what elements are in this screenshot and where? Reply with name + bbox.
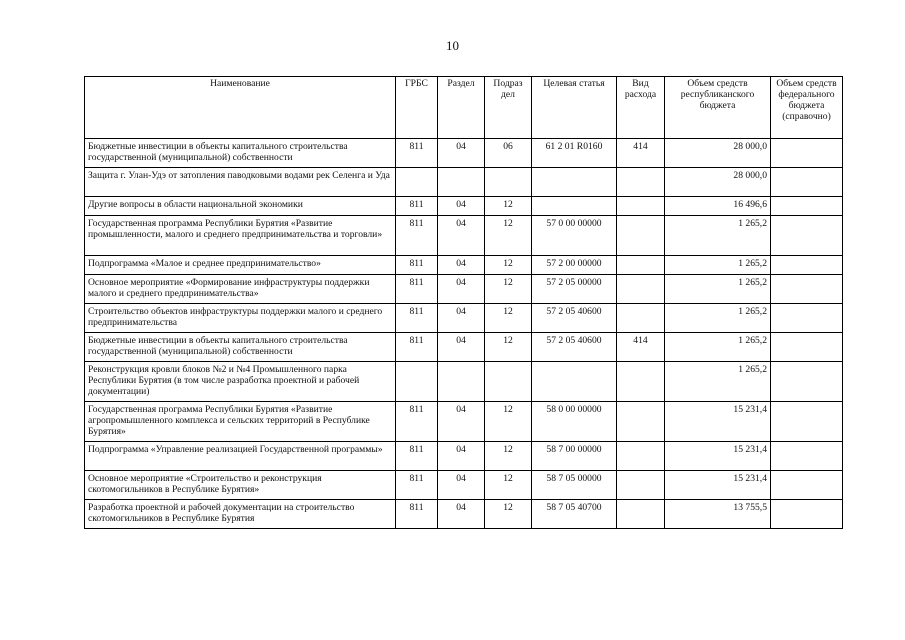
table-row [85,139,843,168]
cell-republic-budget: 15 231,4 [665,402,771,442]
cell-expense-type [617,304,665,333]
cell-podrazdel: 12 [485,402,532,442]
cell-razdel [438,362,485,402]
cell-name: Бюджетные инвестиции в объекты капитального строительства государственной (муниципальной) собственности [85,139,396,168]
cell-expense-type [617,168,665,197]
cell-name: Другие вопросы в области национальной экономики [85,197,396,216]
cell-target-article: 57 2 00 00000 [532,256,617,275]
header-expense-type: Вид расхода [617,77,665,139]
cell-republic-budget: 1 265,2 [665,362,771,402]
cell-name: Разработка проектной и рабочей документации на строительство скотомогильников в Республике Бурятия [85,500,396,529]
cell-federal-budget [771,442,843,471]
cell-target-article: 58 0 00 00000 [532,402,617,442]
cell-name: Основное мероприятие «Формирование инфраструктуры поддержки малого и среднего предпринимательства» [85,275,396,304]
cell-name: Защита г. Улан-Удэ от затопления паводковыми водами рек Селенга и Уда [85,168,396,197]
header-podrazdel: Подраз дел [485,77,532,139]
cell-federal-budget [771,197,843,216]
table-row [85,500,843,529]
cell-razdel: 04 [438,500,485,529]
cell-podrazdel [485,168,532,197]
cell-grbs: 811 [396,304,438,333]
cell-federal-budget [771,216,843,256]
cell-podrazdel: 12 [485,256,532,275]
header-federal-budget: Объем средств федерального бюджета (справочно) [771,77,843,139]
cell-expense-type: 414 [617,139,665,168]
cell-grbs: 811 [396,333,438,362]
cell-target-article: 58 7 05 00000 [532,471,617,500]
cell-target-article: 57 2 05 40600 [532,304,617,333]
cell-expense-type [617,362,665,402]
cell-name: Подпрограмма «Управление реализацией Государственной программы» [85,442,396,471]
cell-grbs: 811 [396,500,438,529]
cell-razdel: 04 [438,442,485,471]
cell-expense-type [617,442,665,471]
cell-republic-budget: 1 265,2 [665,216,771,256]
page-number: 10 [446,38,459,53]
cell-federal-budget [771,139,843,168]
cell-grbs: 811 [396,256,438,275]
cell-target-article [532,168,617,197]
cell-republic-budget: 16 496,6 [665,197,771,216]
table-row [85,402,843,442]
table-header-row [85,77,843,139]
header-grbs: ГРБС [396,77,438,139]
cell-name: Государственная программа Республики Бурятия «Развитие промышленности, малого и среднего предпринимательства и торговли» [85,216,396,256]
cell-federal-budget [771,333,843,362]
cell-expense-type [617,275,665,304]
cell-name: Подпрограмма «Малое и среднее предпринимательство» [85,256,396,275]
cell-name: Государственная программа Республики Бурятия «Развитие агропромышленного комплекса и сельских территорий в Республике Бурятия» [85,402,396,442]
cell-podrazdel: 12 [485,216,532,256]
cell-target-article: 58 7 05 40700 [532,500,617,529]
table-row [85,168,843,197]
header-republic-budget: Объем средств республиканского бюджета [665,77,771,139]
cell-podrazdel: 12 [485,197,532,216]
cell-target-article: 57 2 05 40600 [532,333,617,362]
cell-razdel: 04 [438,471,485,500]
table-row [85,275,843,304]
cell-republic-budget: 28 000,0 [665,168,771,197]
cell-razdel: 04 [438,333,485,362]
cell-name: Основное мероприятие «Строительство и реконструкция скотомогильников в Республике Бурятия» [85,471,396,500]
cell-expense-type [617,216,665,256]
cell-target-article: 57 0 00 00000 [532,216,617,256]
cell-republic-budget: 15 231,4 [665,442,771,471]
cell-federal-budget [771,256,843,275]
cell-razdel: 04 [438,256,485,275]
cell-name: Бюджетные инвестиции в объекты капитального строительства государственной (муниципальной) собственности [85,333,396,362]
header-razdel: Раздел [438,77,485,139]
cell-podrazdel: 06 [485,139,532,168]
cell-target-article: 57 2 05 00000 [532,275,617,304]
cell-razdel: 04 [438,402,485,442]
cell-target-article: 61 2 01 R0160 [532,139,617,168]
cell-republic-budget: 28 000,0 [665,139,771,168]
cell-podrazdel: 12 [485,471,532,500]
cell-target-article [532,197,617,216]
header-name: Наименование [85,77,396,139]
cell-federal-budget [771,402,843,442]
table-row [85,333,843,362]
cell-republic-budget: 1 265,2 [665,256,771,275]
cell-federal-budget [771,275,843,304]
cell-federal-budget [771,362,843,402]
cell-expense-type [617,500,665,529]
cell-razdel: 04 [438,216,485,256]
table-row [85,442,843,471]
cell-grbs: 811 [396,139,438,168]
cell-expense-type [617,197,665,216]
cell-razdel: 04 [438,139,485,168]
cell-podrazdel: 12 [485,442,532,471]
cell-federal-budget [771,168,843,197]
cell-podrazdel: 12 [485,275,532,304]
cell-podrazdel [485,362,532,402]
cell-republic-budget: 15 231,4 [665,471,771,500]
cell-republic-budget: 1 265,2 [665,275,771,304]
cell-podrazdel: 12 [485,500,532,529]
table-row [85,304,843,333]
cell-grbs: 811 [396,275,438,304]
cell-razdel [438,168,485,197]
cell-name: Реконструкция кровли блоков №2 и №4 Промышленного парка Республики Бурятия (в том числе разработка проектной и рабочей документации) [85,362,396,402]
table-row [85,197,843,216]
cell-podrazdel: 12 [485,304,532,333]
cell-republic-budget: 1 265,2 [665,333,771,362]
cell-grbs: 811 [396,216,438,256]
table-row [85,216,843,256]
header-target-article: Целевая статья [532,77,617,139]
cell-federal-budget [771,304,843,333]
cell-grbs: 811 [396,402,438,442]
cell-grbs: 811 [396,197,438,216]
cell-expense-type [617,471,665,500]
cell-republic-budget: 1 265,2 [665,304,771,333]
cell-name: Строительство объектов инфраструктуры поддержки малого и среднего предпринимательства [85,304,396,333]
cell-expense-type [617,402,665,442]
cell-podrazdel: 12 [485,333,532,362]
cell-razdel: 04 [438,197,485,216]
table-row [85,256,843,275]
cell-grbs [396,168,438,197]
table-row [85,362,843,402]
cell-federal-budget [771,500,843,529]
budget-table [84,76,843,529]
cell-grbs [396,362,438,402]
cell-razdel: 04 [438,304,485,333]
cell-grbs: 811 [396,442,438,471]
cell-target-article [532,362,617,402]
cell-expense-type [617,256,665,275]
cell-federal-budget [771,471,843,500]
cell-razdel: 04 [438,275,485,304]
cell-expense-type: 414 [617,333,665,362]
table-row [85,471,843,500]
cell-republic-budget: 13 755,5 [665,500,771,529]
cell-grbs: 811 [396,471,438,500]
cell-target-article: 58 7 00 00000 [532,442,617,471]
